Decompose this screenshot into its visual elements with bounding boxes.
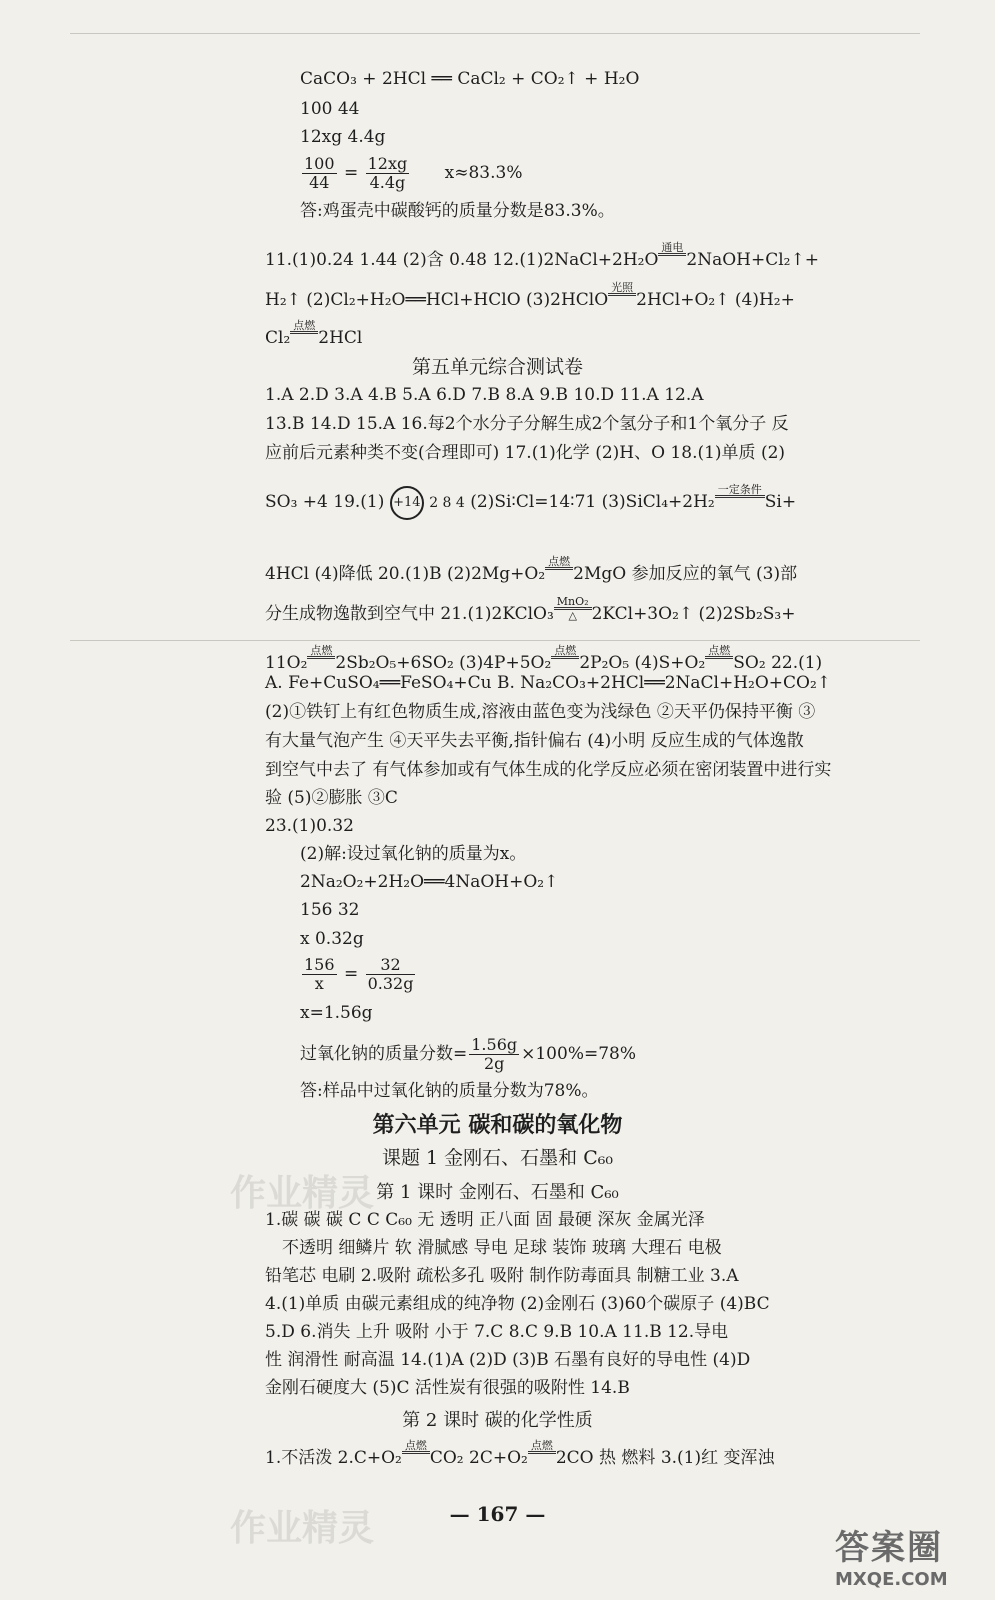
answer-line: 有大量气泡产生 ④天平失去平衡,指针偏右 (4)小明 反应生成的气体逸散 — [265, 731, 804, 751]
proportion-line: $\frac{100}{44}$ = $\frac{12xg}{4.4g}$ x≈83.3% — [304, 154, 523, 192]
answer-line: (2)①铁钉上有红色物质生成,溶液由蓝色变为浅绿色 ②天平仍保持平衡 ③ — [265, 702, 816, 722]
fraction: $\frac{1.56g}{2g}$ — [471, 1035, 518, 1073]
answer-line: SO₃ +4 19.(1) +14 2 8 4 (2)Si∶Cl=14∶71 (3)SiCl₄+2H₂ 一定条件 Si+ — [265, 482, 925, 522]
topic-heading: 课题 1 金刚石、石墨和 C₆₀ — [382, 1147, 613, 1169]
watermark-text: 作业精灵 — [230, 1173, 375, 1214]
answer-line: 不透明 细鳞片 软 滑腻感 导电 足球 装饰 玻璃 大理石 电极 — [282, 1238, 722, 1258]
answer-line: 23.(1)0.32 — [265, 816, 354, 836]
answer-line: 4HCl (4)降低 20.(1)B (2)2Mg+O₂ 点燃 2MgO 参加反应的氧气 (3)部 — [265, 555, 798, 584]
answer-line: A. Fe+CuSO₄══FeSO₄+Cu B. Na₂CO₃+2HCl══2NaCl+H₂O+CO₂↑ — [265, 673, 832, 693]
answer-line: 应前后元素种类不变(合理即可) 17.(1)化学 (2)H、O 18.(1)单质 (2) — [265, 443, 786, 463]
mass-ratio-line: 100 44 — [300, 99, 360, 119]
mass-ratio-line: 156 32 — [300, 900, 360, 920]
answer-line: 1.不活泼 2.C+O₂ 点燃 CO₂ 2C+O₂ 点燃 2CO 热 燃料 3.(1)红 变浑浊 — [265, 1439, 775, 1468]
lesson-heading: 第 2 课时 碳的化学性质 — [402, 1410, 593, 1431]
page-number: — 167 — — [449, 1502, 546, 1526]
condition-mark: 光照 — [608, 282, 636, 307]
fraction: $\frac{156}{x}$ — [304, 955, 335, 993]
lesson-heading: 第 1 课时 金刚石、石墨和 C₆₀ — [376, 1182, 619, 1203]
answer-line: 4.(1)单质 由碳元素组成的纯净物 (2)金刚石 (3)60个碳原子 (4)BC — [265, 1294, 770, 1314]
percentage-line: 过氧化钠的质量分数= $\frac{1.56g}{2g}$ ×100%=78% — [300, 1035, 636, 1073]
condition-mark: 点燃 — [290, 320, 318, 345]
answer-line: 验 (5)②膨胀 ③C — [265, 788, 398, 808]
scan-line — [70, 33, 920, 34]
answer-line: 11.(1)0.24 1.44 (2)含 0.48 12.(1)2NaCl+2H₂O 通电 2NaOH+Cl₂↑+ — [265, 241, 819, 270]
condition-mark: 点燃 — [705, 645, 733, 670]
result-line: x=1.56g — [300, 1003, 373, 1023]
fraction: $\frac{32}{0.32g}$ — [367, 955, 414, 993]
answer-line: Cl₂ 点燃 2HCl — [265, 319, 363, 348]
condition-mark: MnO₂ △ — [554, 596, 592, 621]
fraction: $\frac{100}{44}$ — [304, 154, 335, 192]
answer-line: 答:鸡蛋壳中碳酸钙的质量分数是83.3%。 — [300, 201, 615, 221]
answer-line: 分生成物逸散到空气中 21.(1)2KClO₃ MnO₂ △ 2KCl+3O₂↑ (2)2Sb₂S₃+ — [265, 595, 796, 624]
section-heading: 第五单元综合测试卷 — [411, 356, 583, 378]
proportion-line: $\frac{156}{x}$ = $\frac{32}{0.32g}$ — [304, 955, 414, 993]
answer-line: 金刚石硬度大 (5)C 活性炭有很强的吸附性 14.B — [265, 1378, 630, 1398]
answer-line: 1.碳 碳 碳 C C C₆₀ 无 透明 正八面 固 最硬 深灰 金属光泽 — [265, 1210, 705, 1230]
condition-mark: 点燃 — [402, 1440, 430, 1465]
condition-mark: 一定条件 — [715, 484, 765, 509]
answer-line: 11O₂ 点燃 2Sb₂O₅+6SO₂ (3)4P+5O₂ 点燃 2P₂O₅ (4)S+O₂ 点燃 SO₂ 22.(1) — [265, 644, 823, 673]
condition-mark: 点燃 — [551, 645, 579, 670]
watermark-text: 作业精灵 — [230, 1508, 375, 1549]
answer-line: 性 润滑性 耐高温 14.(1)A (2)D (3)B 石墨有良好的导电性 (4)D — [265, 1350, 751, 1370]
site-watermark-logo: 答案圈 MXQE.COM — [835, 1528, 948, 1590]
answer-line: 13.B 14.D 15.A 16.每2个水分子分解生成2个氢分子和1个氧分子 反 — [265, 414, 789, 434]
answer-line: 1.A 2.D 3.A 4.B 5.A 6.D 7.B 8.A 9.B 10.D 11.A 12.A — [265, 385, 704, 405]
condition-mark: 通电 — [658, 242, 686, 267]
condition-mark: 点燃 — [528, 1440, 556, 1465]
atom-structure-diagram: +14 — [390, 486, 424, 520]
condition-mark: 点燃 — [307, 645, 335, 670]
equation-line: 2Na₂O₂+2H₂O══4NaOH+O₂↑ — [300, 872, 559, 892]
answer-line: 答:样品中过氧化钠的质量分数为78%。 — [300, 1081, 599, 1101]
condition-mark: 点燃 — [545, 556, 573, 581]
fraction: $\frac{12xg}{4.4g}$ — [367, 154, 408, 192]
mass-value-line: 12xg 4.4g — [300, 127, 386, 147]
answer-line: 到空气中去了 有气体参加或有气体生成的化学反应必须在密闭装置中进行实 — [265, 760, 832, 780]
mass-value-line: x 0.32g — [300, 929, 364, 949]
answer-line: 铅笔芯 电刷 2.吸附 疏松多孔 吸附 制作防毒面具 制糖工业 3.A — [265, 1266, 739, 1286]
unit-heading: 第六单元 碳和碳的氧化物 — [372, 1113, 623, 1138]
answer-line: 5.D 6.消失 上升 吸附 小于 7.C 8.C 9.B 10.A 11.B 12.导电 — [265, 1322, 729, 1342]
equation-line: CaCO₃ + 2HCl ══ CaCl₂ + CO₂↑ + H₂O — [300, 69, 640, 89]
electron-shells: 2 8 4 — [429, 495, 465, 511]
answer-line: H₂↑ (2)Cl₂+H₂O══HCl+HClO (3)2HClO 光照 2HCl+O₂↑ (4)H₂+ — [265, 281, 795, 310]
answer-line: (2)解:设过氧化钠的质量为x。 — [300, 844, 527, 864]
scan-line — [70, 640, 920, 641]
